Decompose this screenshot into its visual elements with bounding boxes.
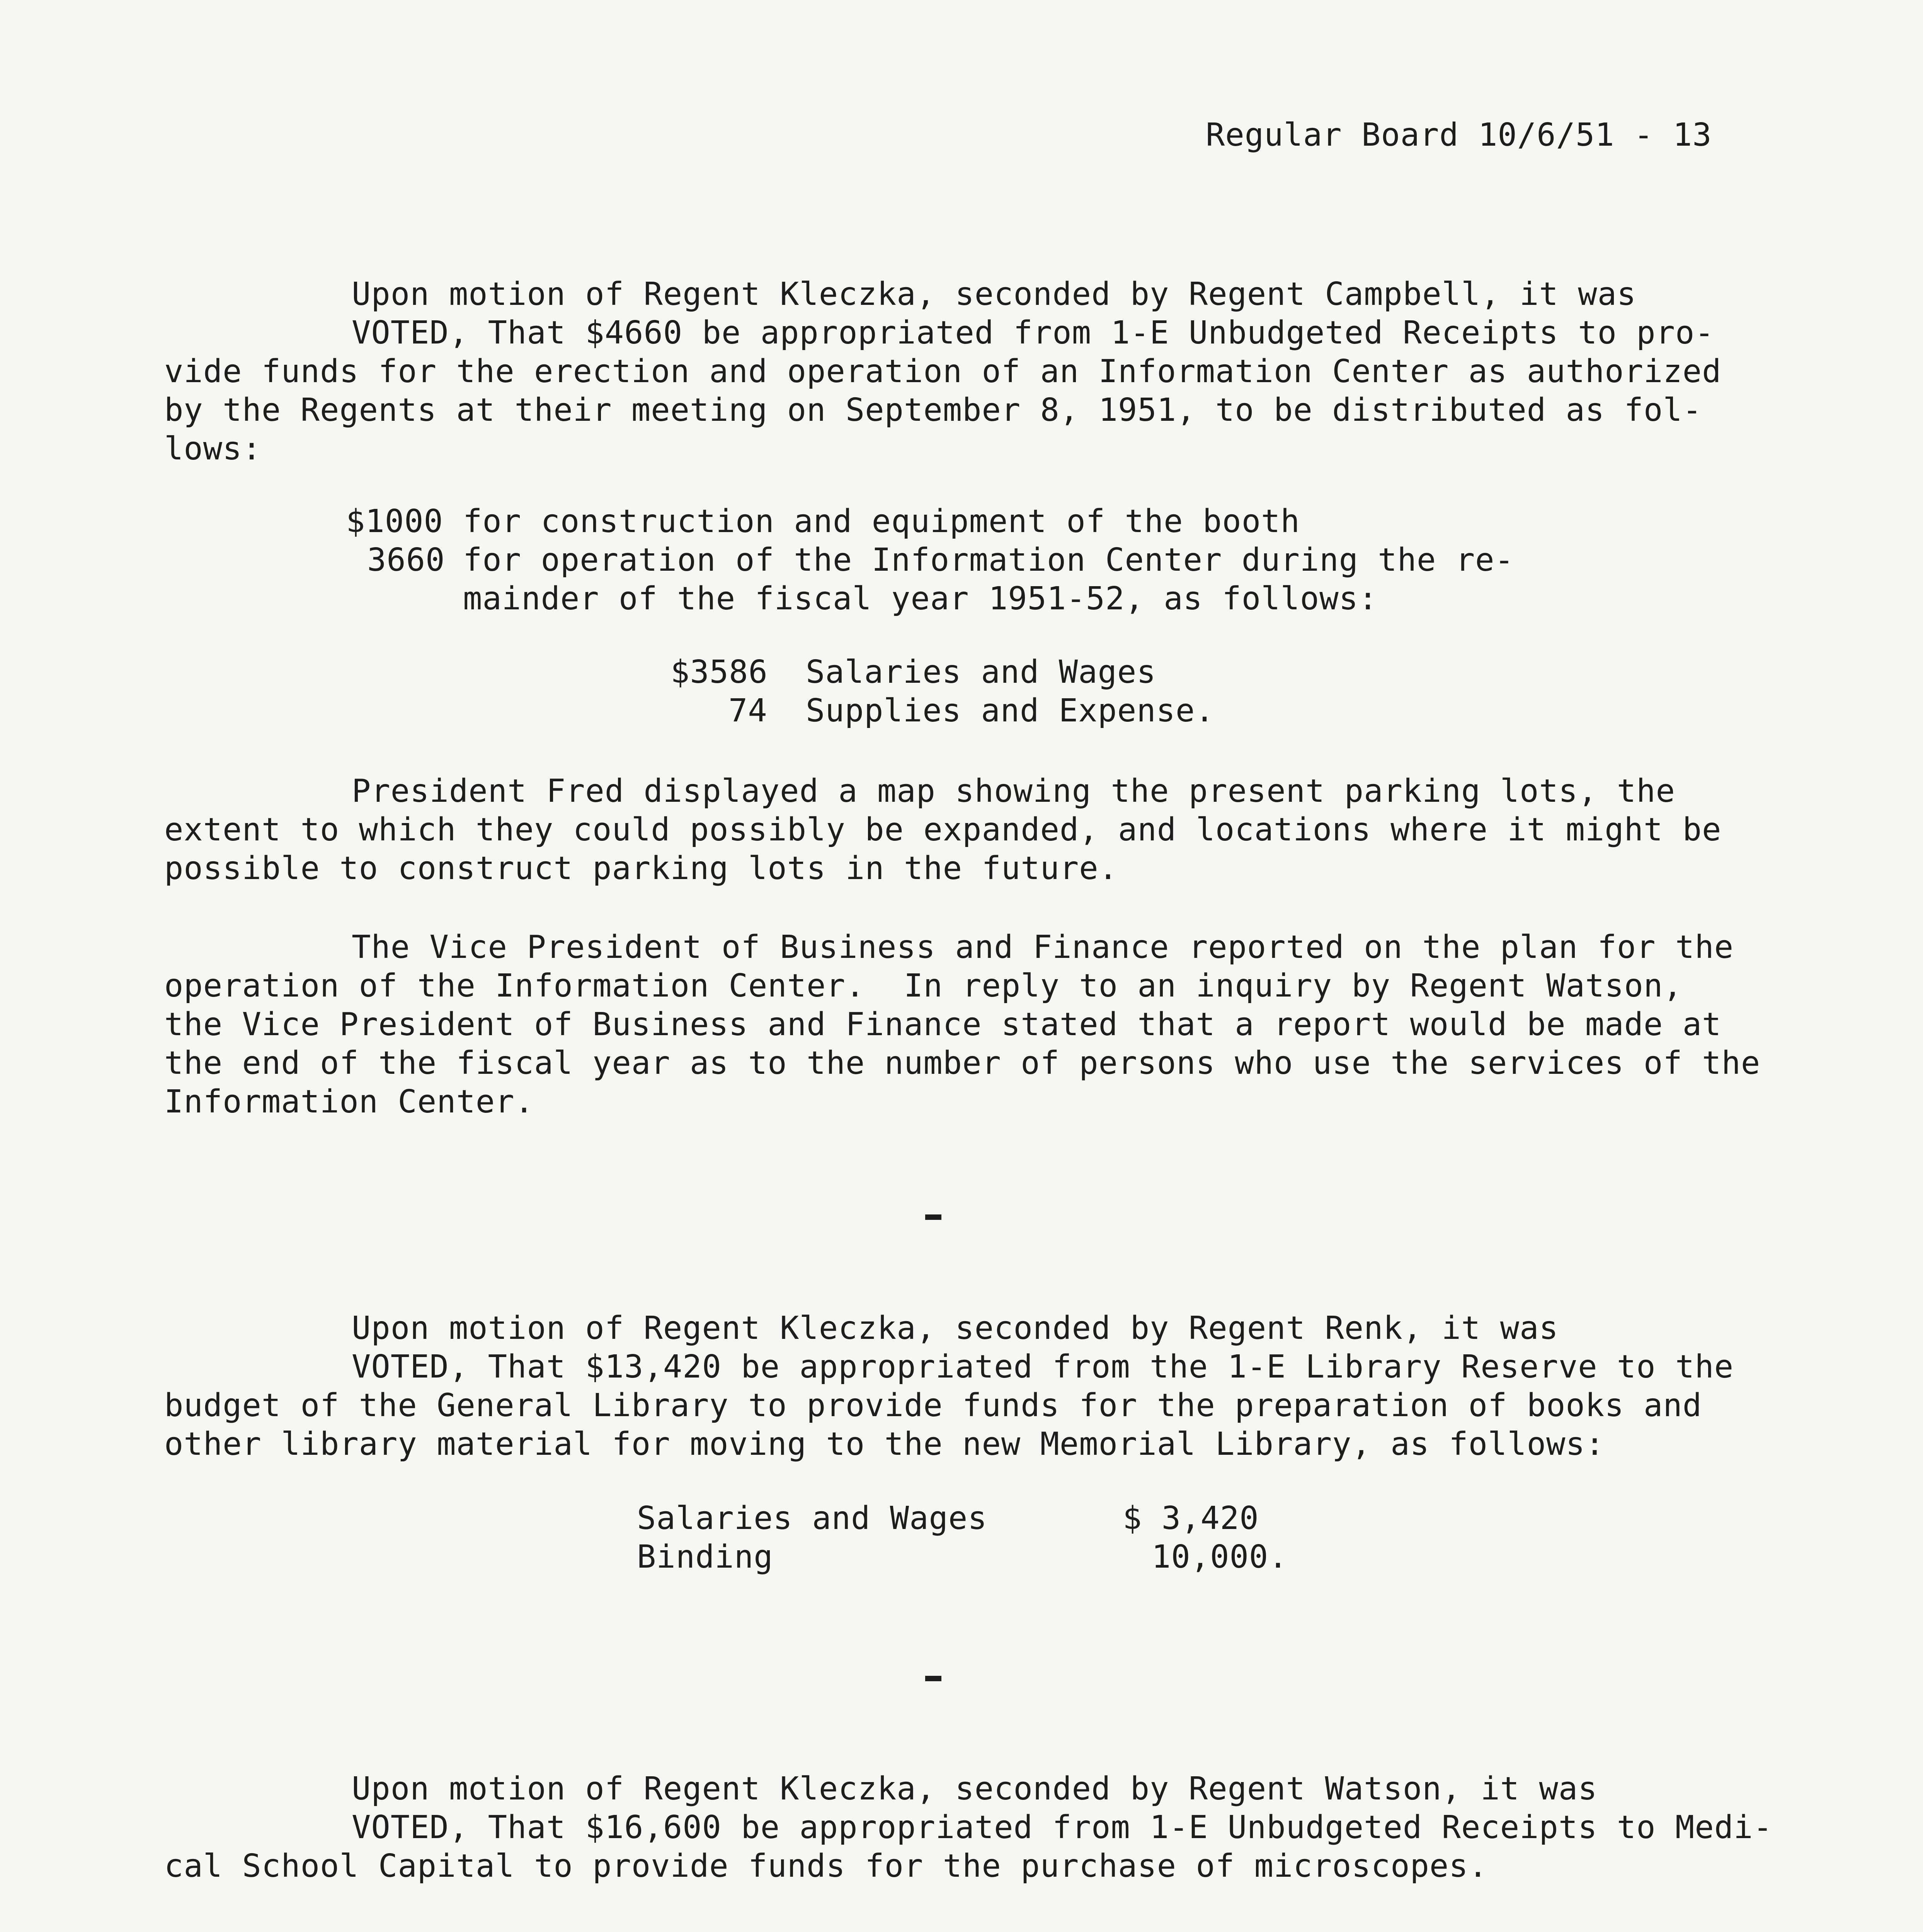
section-separator <box>925 1214 941 1220</box>
paragraph-line: vide funds for the erection and operation of an Information Center as authorized <box>164 353 1722 390</box>
allocation-amount: $1000 <box>346 503 443 540</box>
table-label: Salaries and Wages <box>637 1500 987 1537</box>
paragraph-line: Upon motion of Regent Kleczka, seconded by Regent Campbell, it was <box>352 276 1637 313</box>
paragraph-line: Information Center. <box>164 1083 534 1120</box>
paragraph-line: VOTED, That $13,420 be appropriated from the 1-E Library Reserve to the <box>352 1349 1734 1385</box>
table-amount: $ 3,420 <box>1123 1500 1259 1537</box>
paragraph-line: VOTED, That $16,600 be appropriated from 1-E Unbudgeted Receipts to Medi- <box>352 1809 1773 1846</box>
page-header: Regular Board 10/6/51 - 13 <box>1206 117 1712 153</box>
paragraph-line: the Vice President of Business and Finance stated that a report would be made at <box>164 1006 1722 1043</box>
paragraph-line: other library material for moving to the new Memorial Library, as follows: <box>164 1426 1605 1463</box>
paragraph-line: budget of the General Library to provide funds for the preparation of books and <box>164 1387 1702 1424</box>
paragraph-line: by the Regents at their meeting on September 8, 1951, to be distributed as fol- <box>164 392 1702 429</box>
breakdown-amount: 74 <box>728 692 767 729</box>
allocation-continuation: mainder of the fiscal year 1951-52, as follows: <box>463 580 1378 617</box>
paragraph-line: VOTED, That $4660 be appropriated from 1-E Unbudgeted Receipts to pro- <box>352 315 1714 351</box>
section-separator <box>925 1676 941 1681</box>
breakdown-label: Salaries and Wages <box>806 654 1156 690</box>
allocation-description: for construction and equipment of the booth <box>463 503 1300 540</box>
table-amount: 10,000. <box>1152 1539 1288 1575</box>
paragraph-line: Upon motion of Regent Kleczka, seconded by Regent Renk, it was <box>352 1310 1559 1347</box>
paragraph-line: cal School Capital to provide funds for the purchase of microscopes. <box>164 1848 1488 1884</box>
table-label: Binding <box>637 1539 773 1575</box>
breakdown-amount: $3586 <box>670 654 768 690</box>
paragraph-line: The Vice President of Business and Finance reported on the plan for the <box>352 929 1734 966</box>
allocation-amount: 3660 <box>367 542 445 578</box>
paragraph-line: lows: <box>164 430 262 467</box>
paragraph-line: possible to construct parking lots in the future. <box>164 850 1118 887</box>
breakdown-label: Supplies and Expense. <box>806 692 1215 729</box>
paragraph-line: Upon motion of Regent Kleczka, seconded by Regent Watson, it was <box>352 1770 1598 1807</box>
paragraph-line: President Fred displayed a map showing the present parking lots, the <box>352 773 1676 810</box>
paragraph-line: the end of the fiscal year as to the number of persons who use the services of the <box>164 1045 1761 1082</box>
allocation-description: for operation of the Information Center during the re- <box>463 542 1514 578</box>
paragraph-line: operation of the Information Center. In reply to an inquiry by Regent Watson, <box>164 968 1683 1004</box>
paragraph-line: extent to which they could possibly be expanded, and locations where it might be <box>164 811 1722 848</box>
